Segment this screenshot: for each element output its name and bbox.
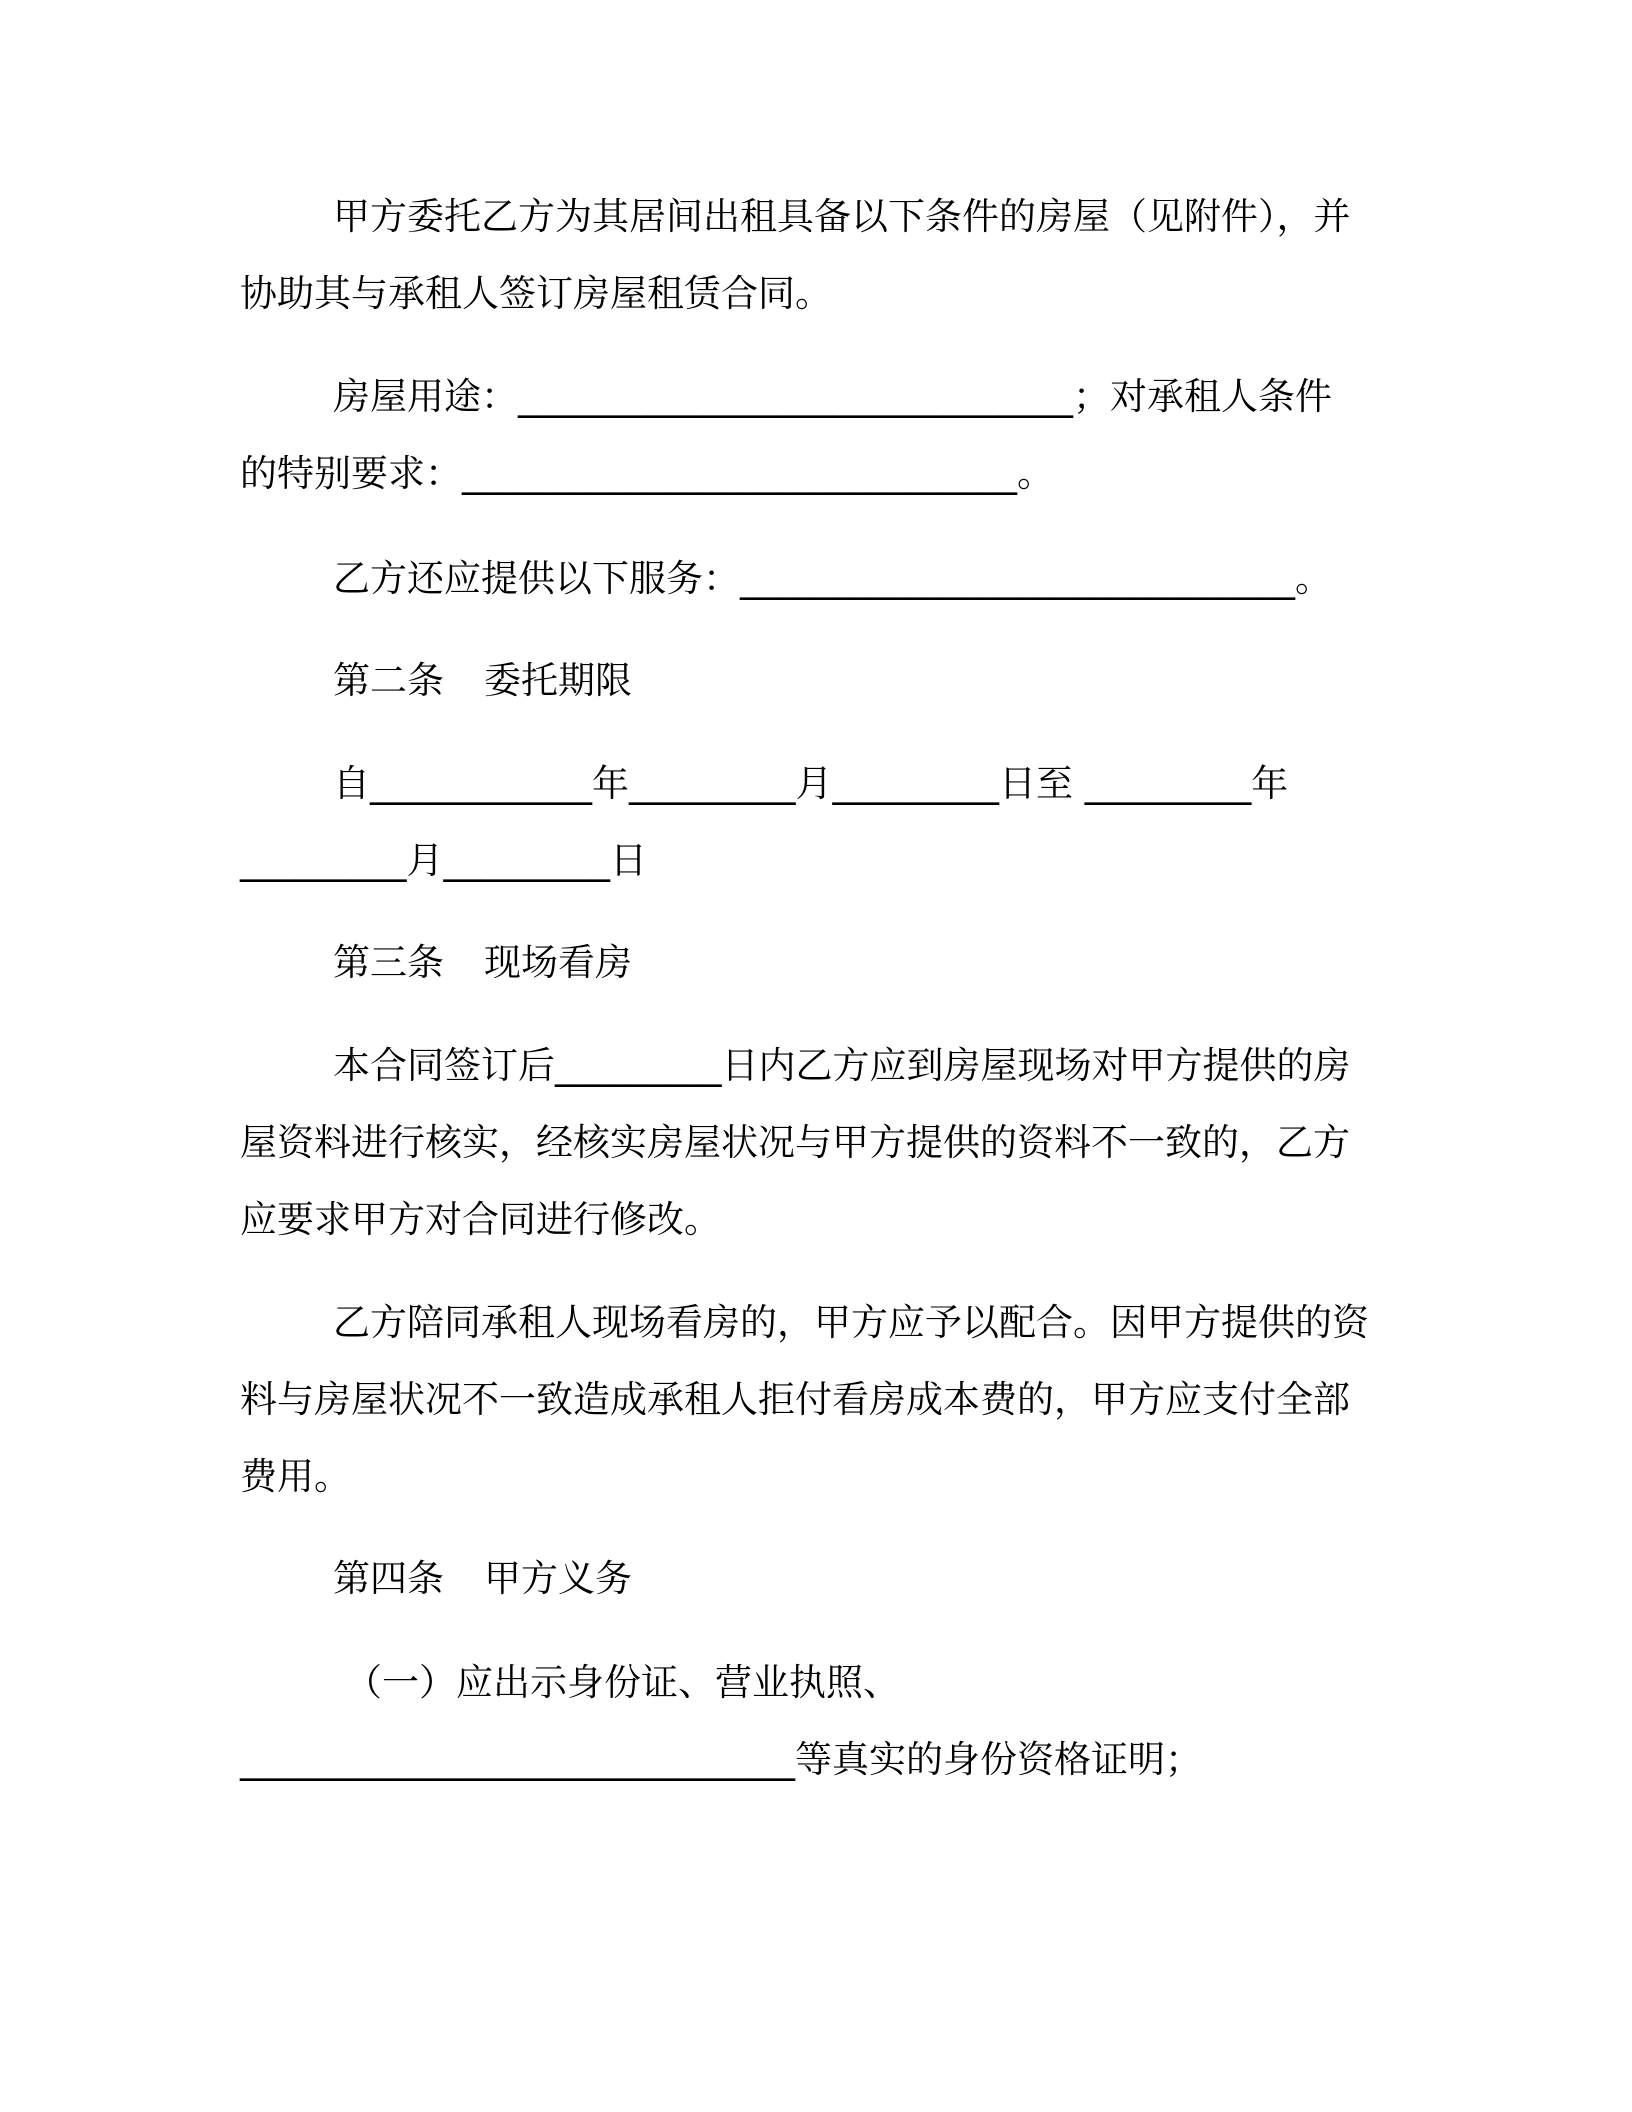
paragraph-inspection-line-2: 屋资料进行核实，经核实房屋状况与甲方提供的资料不一致的，乙方 xyxy=(240,1121,1350,1164)
article-2-title: 委托期限 xyxy=(484,659,632,702)
article-2-heading xyxy=(333,659,632,703)
article-3-heading xyxy=(333,941,632,985)
paragraph-usage-line-1: 房屋用途：______________________________；对承租人条件 xyxy=(333,375,1332,418)
article-4-number: 第四条 xyxy=(333,1557,444,1600)
paragraph-viewing-line-1: 乙方陪同承租人现场看房的，甲方应予以配合。因甲方提供的资 xyxy=(333,1301,1369,1344)
paragraph-services: 乙方还应提供以下服务：______________________________。 xyxy=(333,557,1332,600)
obligation-item-1-line-2: ______________________________等真实的身份资格证明； xyxy=(240,1738,1202,1781)
article-3-title: 现场看房 xyxy=(484,941,632,984)
paragraph-term-line-2: _________月_________日 xyxy=(240,839,647,882)
paragraph-commission-line-1: 甲方委托乙方为其居间出租具备以下条件的房屋（见附件），并 xyxy=(333,195,1351,238)
article-4-heading xyxy=(333,1557,632,1601)
article-3-number: 第三条 xyxy=(333,941,444,984)
paragraph-viewing-line-3: 费用。 xyxy=(240,1455,351,1498)
paragraph-term-line-1: 自____________年_________月_________日至 _________年 xyxy=(333,762,1289,805)
obligation-item-1-line-1: （一）应出示身份证、营业执照、 xyxy=(345,1661,900,1704)
paragraph-inspection-line-1: 本合同签订后_________日内乙方应到房屋现场对甲方提供的房 xyxy=(333,1044,1351,1087)
paragraph-inspection-line-3: 应要求甲方对合同进行修改。 xyxy=(240,1198,721,1241)
article-2-number: 第二条 xyxy=(333,659,444,702)
article-4-title: 甲方义务 xyxy=(484,1557,632,1600)
paragraph-commission-line-2: 协助其与承租人签订房屋租赁合同。 xyxy=(240,272,832,315)
paragraph-usage-line-2: 的特别要求：______________________________。 xyxy=(240,452,1054,495)
paragraph-viewing-line-2: 料与房屋状况不一致造成承租人拒付看房成本费的，甲方应支付全部 xyxy=(240,1378,1350,1421)
